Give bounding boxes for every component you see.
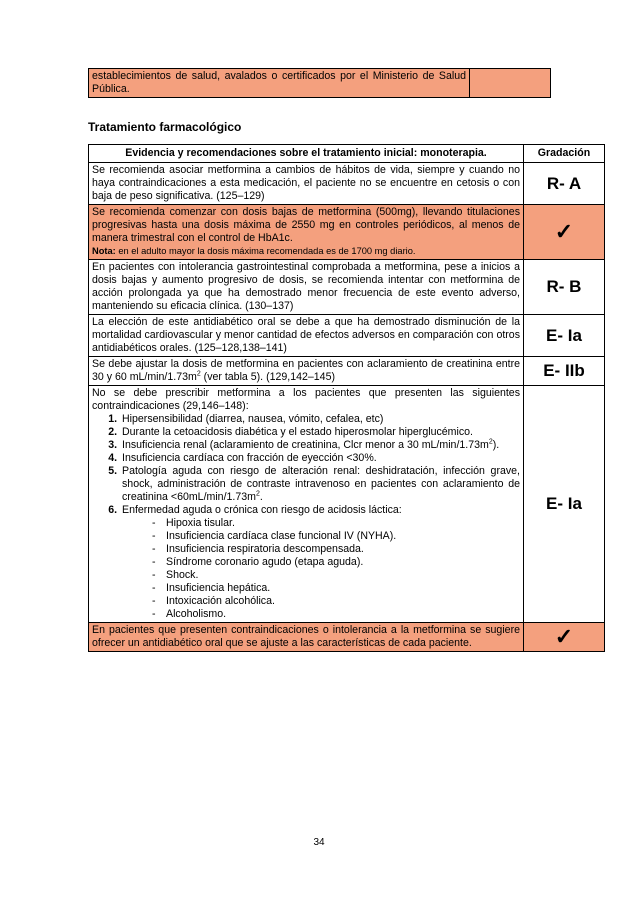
note-text: en el adulto mayor la dosis máxima recomendada es de 1700 mg diario. — [115, 246, 416, 256]
table-row — [89, 357, 605, 386]
list-item: 2. Durante la cetoacidosis diabética y el estado hiperosmolar hiperglucémico. — [120, 426, 520, 439]
list-item-text: Insuficiencia renal (aclaramiento de creatinina, Clcr menor a 30 mL/min/1.73m — [122, 439, 489, 451]
list-item: 1. Hipersensibilidad (diarrea, nausea, vómito, cefalea, etc) — [120, 413, 520, 426]
list-item: 4. Insuficiencia cardíaca con fracción de eyección <30%. — [120, 452, 520, 465]
note — [92, 246, 416, 256]
sub-list-item: - Hipoxia tisular. — [150, 517, 520, 530]
sub-list-item: - Alcoholismo. — [150, 608, 520, 621]
list-item-text: Patología aguda con riesgo de alteración renal: deshidratación, infección grave, shock, administración de contraste intravenoso en pacientes con aclaramiento de creatinina <60mL/min/1.73m — [122, 465, 520, 503]
recommendation-cell — [89, 357, 524, 386]
table-row — [89, 260, 605, 315]
note-label: Nota: — [92, 246, 116, 256]
table-header-row — [89, 145, 605, 163]
header-grade: Gradación — [524, 145, 605, 163]
superscript: 2 — [488, 438, 493, 446]
recommendations-table — [88, 144, 605, 652]
list-item — [120, 439, 520, 452]
recommendation-text: En pacientes que presenten contraindicaciones o intolerancia a la metformina se sugiere ofrecer un antidiabético oral que se ajuste a las características de cada paciente. — [89, 623, 524, 652]
grade-label: R- B — [524, 260, 605, 315]
list-item-tail: . — [259, 491, 263, 503]
superscript: 2 — [255, 490, 260, 498]
table-row — [89, 623, 605, 652]
table-row — [89, 315, 605, 357]
check-icon: ✓ — [524, 623, 605, 652]
recommendation-text: La elección de este antidiabético oral se debe a que ha demostrado disminución de la mortalidad cardiovascular y menor cantidad de efectos adversos en comparación con otros antidiabéticos orales. (125–128,138–141) — [89, 315, 524, 357]
grade-label: E- Ia — [524, 386, 605, 623]
sub-list-item: - Insuficiencia hepática. — [150, 582, 520, 595]
sub-list-item: - Insuficiencia cardíaca clase funcional IV (NYHA). — [150, 530, 520, 543]
grade-cell — [470, 69, 551, 98]
sub-list-item: - Insuficiencia respiratoria descompensada. — [150, 543, 520, 556]
list-item-tail: ). — [492, 439, 500, 451]
table-row — [89, 163, 605, 205]
section-title: Tratamiento farmacológico — [88, 120, 242, 134]
page-number: 34 — [313, 837, 325, 848]
sub-list — [122, 517, 520, 621]
recommendation-text: establecimientos de salud, avalados o certificados por el Ministerio de Salud Pública. — [89, 69, 470, 98]
recommendation-cell — [89, 205, 524, 260]
grade-label: R- A — [524, 163, 605, 205]
recommendation-text: Se recomienda comenzar con dosis bajas de metformina (500mg), llevando titulaciones progresivas hasta una dosis máxima de 2550 mg en controles periódicos, al menos de manera trimestral con el control de HbA1c. — [92, 206, 520, 244]
superscript: 2 — [196, 370, 201, 378]
grade-label: E- IIb — [524, 357, 605, 386]
table-row — [89, 205, 605, 260]
contraindications-cell — [89, 386, 524, 623]
sub-list-item: - Shock. — [150, 569, 520, 582]
table-row — [89, 69, 551, 98]
top-table — [88, 68, 551, 98]
sub-list-item: - Intoxicación alcohólica. — [150, 595, 520, 608]
recommendation-text: En pacientes con intolerancia gastrointestinal comprobada a metformina, pese a inicios a dosis bajas y aumento progresivo de dosis, se recomienda intentar con metformina de acción prolongada ya que ha demostrado menor frecuencia de este evento adverso, manteniendo su eficacia clínica. (130–137) — [89, 260, 524, 315]
header-evidence: Evidencia y recomendaciones sobre el tratamiento inicial: monoterapia. — [89, 145, 524, 163]
recommendation-text: (ver tabla 5). (129,142–145) — [200, 371, 335, 383]
sub-list-item: - Síndrome coronario agudo (etapa aguda). — [150, 556, 520, 569]
check-icon: ✓ — [524, 205, 605, 260]
recommendation-text: Se recomienda asociar metformina a cambios de hábitos de vida, siempre y cuando no haya contraindicaciones a esta medicación, el paciente no se encuentre en cetosis o con baja de peso significativa. (125–129) — [89, 163, 524, 205]
contraindications-intro: No se debe prescribir metformina a los pacientes que presenten las siguientes contraindicaciones (29,146–148): — [92, 387, 520, 412]
grade-label: E- Ia — [524, 315, 605, 357]
recommendation-text: Se debe ajustar la dosis de metformina en pacientes con aclaramiento de creatinina entre 30 y 60 mL/min/1.73m — [92, 358, 520, 383]
list-item — [120, 465, 520, 504]
contraindications-list — [92, 413, 520, 621]
list-item-text: Enfermedad aguda o crónica con riesgo de acidosis láctica: — [122, 504, 402, 516]
list-item — [120, 504, 520, 621]
table-row — [89, 386, 605, 623]
